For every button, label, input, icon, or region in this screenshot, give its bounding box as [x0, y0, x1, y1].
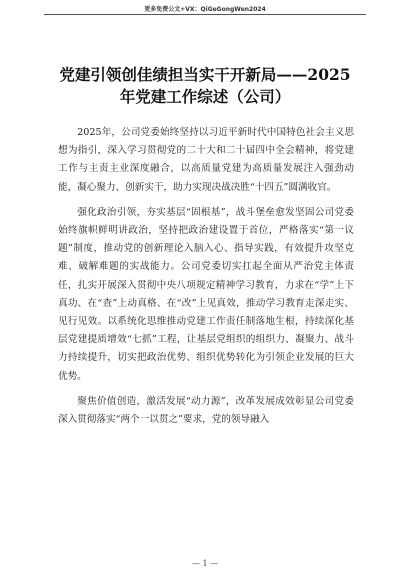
header-note: 更多免费公文+VX：QiGeGongWen2024 [144, 6, 266, 13]
paragraph-intro: 2025年，公司党委始终坚持以习近平新时代中国特色社会主义思想为指引，深入学习贯彻党的二十大和二十届四中全会精神，将党建工作与主责主业深度融合，以高质量党建为高质量发展注入强劲动能，凝心聚力、创新实干，助力实现决战决胜“十四五”圆满收官。 [58, 127, 354, 193]
header-divider [44, 14, 366, 15]
paragraph-value-creation: 聚焦价值创造，激活发展“动力源”，改革发展成效彰显公司党委深入贯彻落实“两个一以贯之”要求，党的领导融入 [58, 395, 354, 426]
title-line-1: 党建引领创佳绩担当实干开新局——2025 [59, 65, 351, 84]
title-line-2: 年党建工作综述（公司） [119, 87, 291, 106]
paragraph-political-guidance: 强化政治引领，夯实基层“固根基”，战斗堡垒愈发坚固公司党委始终旗帜鲜明讲政治，坚持把政治建设置于首位，严格落实“第一议题”制度，推动党的创新理论入脑入心、指导实践，有效提升攻坚克难、破解难题的实战能力。公司党委切实扛起全面从严治党主体责任，扎实开展深入贯彻中央八项规定精神学习教育，力求在“学”上下真功、在“查”上动真格、在“改”上见真效，推动学习教育走深走实、见行见效。以系统化思维推动党建工作责任制落地生根，持续深化基层党建提质增效“七抓”工程，让基层党组织的组织力、凝聚力、战斗力持续提升，切实把政治优势、组织优势转化为引领企业发展的巨大优势。 [58, 206, 354, 382]
document-title [40, 64, 370, 108]
document-body [58, 124, 354, 436]
page-number: — 1 — [191, 559, 219, 568]
